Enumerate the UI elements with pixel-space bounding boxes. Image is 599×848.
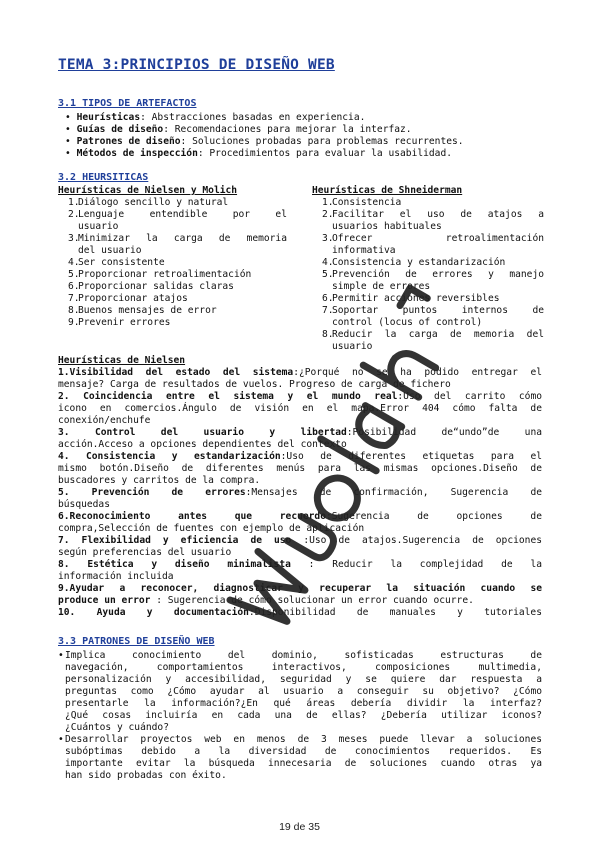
list-item-text: Reducir la carga de memoria del	[332, 329, 544, 340]
list-item: • Patrones de diseño: Soluciones probadas para problemas recurrentes.	[65, 136, 464, 147]
nielsen-item-term: 8. Estética y diseño minimalista	[58, 559, 309, 570]
list-number: 4.	[68, 257, 80, 268]
section-heading-heuristicas: 3.2 HEURSITICAS	[58, 172, 149, 183]
list-item-text: Ofrecer retroalimentación	[332, 233, 544, 244]
nielsen-item-text: icono en comercios.Ángulo de visión en el mapa.Error 404 cómo falta de	[58, 403, 542, 414]
nielsen-item-term: 9.Ayudar a reconocer, diagnosticar y recuperar la situación cuando se	[58, 583, 542, 594]
nielsen-item-text: :Uso de diferentes etiquetas para el	[280, 451, 542, 462]
nielsen-item	[58, 391, 542, 403]
list-item-text: Ser consistente	[78, 257, 165, 268]
nielsen-item-text: compra,Selección de fuentes con ejemplo de aplicación	[58, 523, 365, 534]
bullet-text: ¿Qué cosas incluiría en cada una de ellas? ¿Debería utilizar iconos?	[65, 710, 542, 721]
nielsen-item	[58, 427, 542, 439]
list-item-text: usuarios habituales	[332, 221, 442, 232]
list-item-text: Facilitar el uso de atajos a	[332, 209, 544, 220]
list-item: • Métodos de inspección: Procedimientos para evaluar la usabilidad.	[65, 148, 453, 159]
list-item-text: usuario	[78, 221, 119, 232]
nielsen-item-text: :Sugerencia de opciones de	[325, 511, 542, 522]
list-item-text: Consistencia	[332, 197, 402, 208]
section-heading-patrones: 3.3 PATRONES DE DISEÑO WEB	[58, 636, 215, 647]
nielsen-item	[58, 571, 174, 583]
list-item: • Guías de diseño: Recomendaciones para mejorar la interfaz.	[65, 124, 412, 135]
list-item-text: Lenguaje entendible por el	[78, 209, 287, 220]
nielsen-item-term: 3. Control del usuario y libertad	[58, 427, 347, 438]
list-item-text: Prevenir errores	[78, 317, 171, 328]
nielsen-item	[58, 379, 451, 391]
list-item-text: Proporcionar retroalimentación	[78, 269, 252, 280]
nielsen-item	[58, 535, 542, 547]
list-number: 5.	[68, 269, 80, 280]
nielsen-item-text: :Uso de atajos.Sugerencia de opciones	[303, 535, 542, 546]
list-item-text: simple de errores	[332, 281, 431, 292]
nielsen-item	[58, 499, 110, 511]
nielsen-item-text: información incluida	[58, 571, 174, 582]
list-number: 7.	[322, 305, 334, 316]
list-number: 7.	[68, 293, 80, 304]
nielsen-item-term: 7. Flexibilidad y eficiencia de uso	[58, 535, 304, 546]
list-item-text: Soportar puntos internos de	[332, 305, 544, 316]
page-number: 19 de 35	[279, 821, 320, 833]
bullet-text: importante evitar la búsqueda innecesaria de soluciones cuando otras ya	[65, 758, 542, 769]
nielsen-item	[58, 439, 347, 451]
bullet-text: subóptimas debido a la diversidad de conocimientos requeridos. Es	[65, 746, 542, 757]
section-heading-tipos: 3.1 TIPOS DE ARTEFACTOS	[58, 98, 197, 109]
list-item-text: Buenos mensajes de error	[78, 305, 217, 316]
list-number: 6.	[322, 293, 334, 304]
list-item-text: del usuario	[78, 245, 142, 256]
list-number: 5.	[322, 269, 334, 280]
shneiderman-title: Heurísticas de Shneiderman	[312, 185, 463, 196]
nielsen-item-term: 5. Prevención de errores	[58, 487, 246, 498]
nielsen-item-text: según preferencias del usuario	[58, 547, 232, 558]
list-item-text: Proporcionar salidas claras	[78, 281, 234, 292]
bullet-icon: •	[58, 734, 64, 745]
nielsen-item-text: mensaje? Carga de resultados de vuelos. Progreso de carga de fichero	[58, 379, 451, 390]
bullet-text: han sido probadas con éxito.	[65, 770, 227, 781]
page-title: TEMA 3:PRINCIPIOS DE DISEÑO WEB	[58, 57, 335, 73]
nielsen-molich-title: Heurísticas de Nielsen y Molich	[58, 185, 238, 196]
list-item-text: Proporcionar atajos	[78, 293, 188, 304]
bullet-text: preguntas como ¿Cómo ayudar al usuario a conseguir su objetivo? ¿Cómo	[65, 686, 542, 697]
list-item-text: Prevención de errores y manejo	[332, 269, 544, 280]
list-item-text: usuario	[332, 341, 373, 352]
bullet-text: personalización y accesibilidad, seguridad y se quiere dar respuesta a	[65, 674, 542, 685]
nielsen-item	[58, 475, 260, 487]
nielsen-item-term: 4. Consistencia y estandarización	[58, 451, 281, 462]
nielsen-item	[58, 607, 542, 619]
nielsen-item	[58, 415, 150, 427]
list-item-text: informativa	[332, 245, 396, 256]
list-item-text: Consistencia y estandarización	[332, 257, 506, 268]
nielsen-item-text: mismo botón.Diseño de diferentes menús para las mismas opciones.Diseño de	[58, 463, 542, 474]
list-number: 4.	[322, 257, 334, 268]
nielsen-item	[58, 487, 542, 499]
nielsen-item-text: búsquedas	[58, 499, 110, 510]
nielsen-item-term: produce un error	[58, 595, 151, 606]
nielsen-item-term: 2. Coincidencia entre el sistema y el mundo real	[58, 391, 398, 402]
nielsen-title: Heurísticas de Nielsen	[58, 355, 186, 366]
nielsen-item-term: 6.Reconocimiento antes que recuerdo	[58, 511, 326, 522]
nielsen-item-text: :Posibilidad de“undo”de una	[346, 427, 542, 438]
nielsen-item	[58, 523, 364, 535]
nielsen-item-text: :Uso del carrito cómo	[397, 391, 543, 402]
list-item-text: Minimizar la carga de memoria	[78, 233, 287, 244]
nielsen-item	[58, 595, 474, 607]
nielsen-item	[58, 403, 542, 415]
nielsen-item-text: :Mensajes de confirmación, Sugerencia de	[245, 487, 542, 498]
list-number: 1.	[68, 197, 80, 208]
nielsen-item	[58, 547, 231, 559]
list-number: 3.	[322, 233, 334, 244]
list-number: 6.	[68, 281, 80, 292]
nielsen-item-text: buscadores y carritos de la compra.	[58, 475, 261, 486]
nielsen-item	[58, 463, 542, 475]
list-item-text: control (locus of control)	[332, 317, 483, 328]
nielsen-item	[58, 367, 542, 379]
list-number: 2.	[322, 209, 334, 220]
nielsen-item-text: acción.Acceso a opciones dependientes del contexto	[58, 439, 347, 450]
list-item-text: Permitir acciones reversibles	[332, 293, 500, 304]
list-number: 8.	[322, 329, 334, 340]
bullet-text: navegación, comportamientos interactivos, composiciones multimedia,	[65, 662, 542, 673]
list-item-text: Diálogo sencillo y natural	[78, 197, 229, 208]
list-number: 3.	[68, 233, 80, 244]
bullet-text: ¿Cuántos y cuándo?	[65, 722, 169, 733]
nielsen-item	[58, 511, 542, 523]
nielsen-item-term: 10. Ayuda y documentación	[58, 607, 249, 618]
nielsen-item-term: 1.Visibilidad del estado del sistema	[58, 367, 294, 378]
list-number: 1.	[322, 197, 334, 208]
list-number: 8.	[68, 305, 80, 316]
list-number: 9.	[68, 317, 80, 328]
nielsen-item-text: conexión/enchufe	[58, 415, 151, 426]
nielsen-item-text: :¿Porqué no se ha podido entregar el	[293, 367, 542, 378]
bullet-text: Implica conocimiento del dominio, sofisticadas estructuras de	[65, 650, 542, 661]
list-item: • Heurísticas: Abstracciones basadas en experiencia.	[65, 112, 366, 123]
bullet-text: presentarle la información?¿En qué áreas debería dividir la interfaz?	[65, 698, 542, 709]
nielsen-item	[58, 451, 542, 463]
nielsen-item	[58, 559, 542, 571]
nielsen-item-text: :Disponibilidad de manuales y tutoriales	[248, 607, 542, 618]
bullet-text: Desarrollar proyectos web en menos de 3 meses puede llevar a soluciones	[65, 734, 542, 745]
bullet-icon: •	[58, 650, 64, 661]
list-number: 2.	[68, 209, 80, 220]
nielsen-item-text: : Sugerencia de cómo solucionar un error cuando ocurre.	[150, 595, 474, 606]
nielsen-item-text: : Reducir la complejidad de la	[308, 559, 543, 570]
